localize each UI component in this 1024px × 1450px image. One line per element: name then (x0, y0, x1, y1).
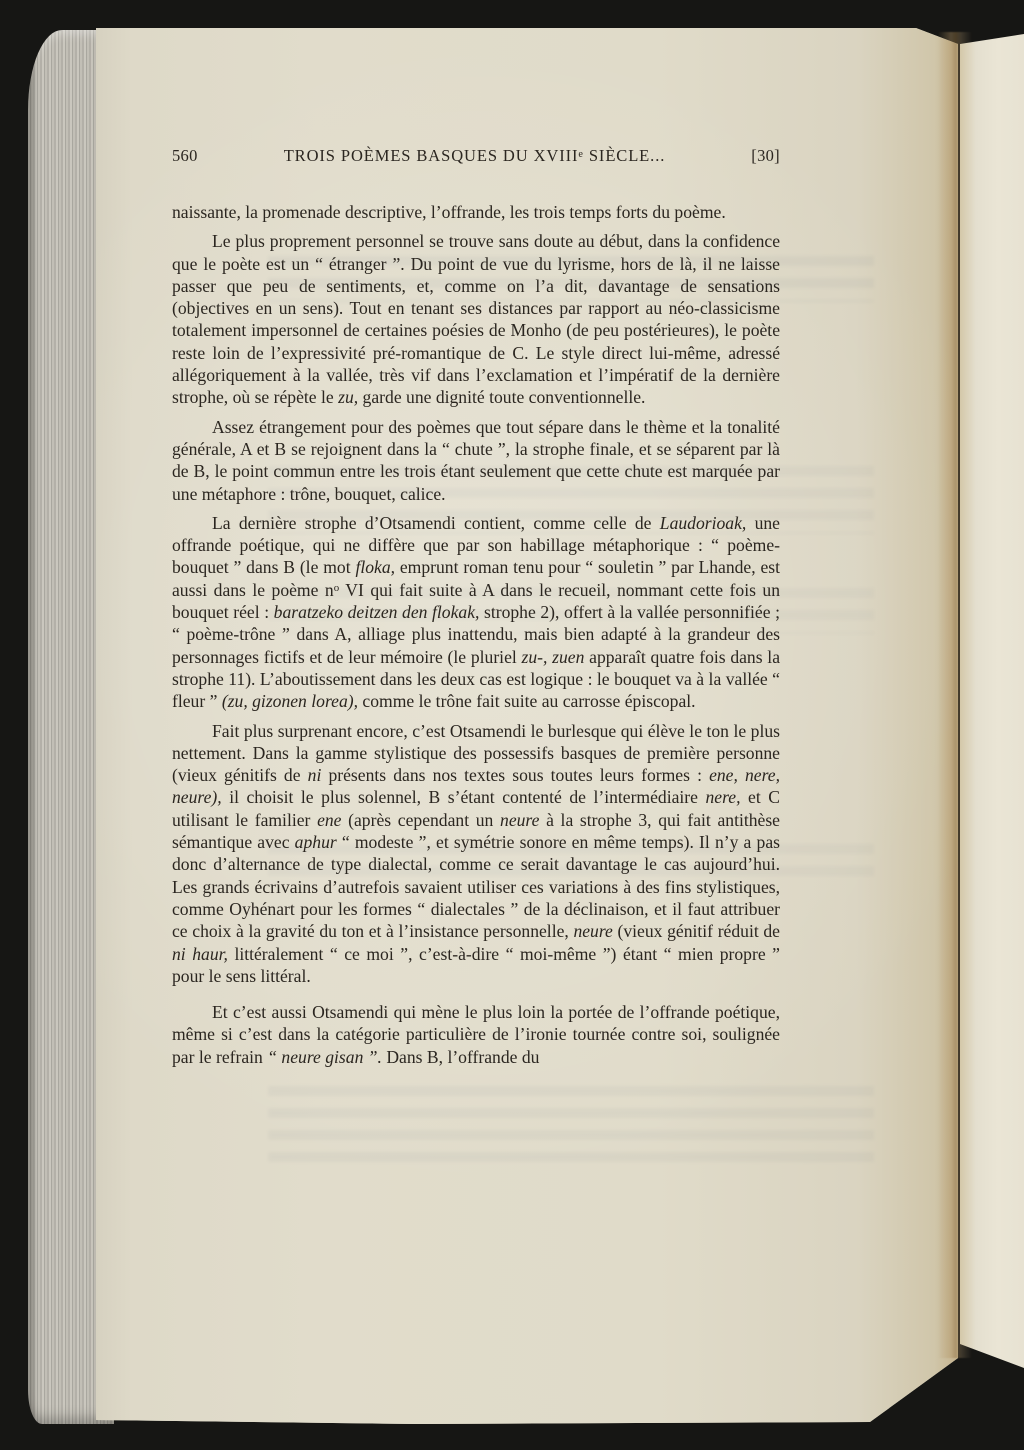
book-page-right-facing (960, 34, 1024, 1370)
body-paragraph: Et c’est aussi Otsamendi qui mène le plus loin la portée de l’offrande poétique, même si c’est dans la catégorie particulière de l’ironie tournée contre soi, soulignée par le refrain “ neure gisan ”. Dans B, l’offrande du (172, 1002, 780, 1067)
page-number: 560 (172, 146, 198, 165)
running-title: TROIS POÈMES BASQUES DU XVIIIe SIÈCLE... (283, 146, 666, 165)
body-paragraph: Assez étrangement pour des poèmes que tout sépare dans le thème et la tonalité générale, A et B se rejoignent dans la “ chute ”, la strophe finale, et se séparent par là de B, le point commun entre les trois étant seulement que cette chute est marquée par une métaphore : trône, bouquet, calice. (172, 416, 780, 504)
bracket-folio: [30] (751, 146, 780, 165)
body-paragraph: naissante, la promenade descriptive, l’offrande, les trois temps forts du poème. (172, 202, 726, 222)
page-content (172, 146, 780, 1068)
body-paragraph: Le plus proprement personnel se trouve sans doute au début, dans la confidence que le poète est un “ étranger ”. Du point de vue du lyrisme, hors de là, il ne laisse passer que peu de sentiments, et, comme on l’a dit, davantage de sensations (objectives en un sens). Tout en tenant ses distances par rapport au néo-classicisme totalement impersonnel de certaines poésies de Monho (de peu postérieures), le poète reste loin de l’expressivité pré-romantique de C. Le style direct lui-même, adressé allégoriquement à la vallée, très vif dans l’exclamation et l’impératif de la dernière strophe, où se répète le zu, garde une dignité toute conventionnelle. (172, 231, 780, 408)
body-paragraph: Fait plus surprenant encore, c’est Otsamendi le burlesque qui élève le ton le plus nettement. Dans la gamme stylistique des possessifs basques de première personne (vieux génitifs de ni présents dans nos textes sous toutes leurs formes : ene, nere, neure), il choisit le plus solennel, B s’étant contenté de l’intermédiaire nere, et C utilisant le familier ene (après cependant un neure à la strophe 3, qui fait antithèse sémantique avec aphur “ modeste ”, et symétrie sonore en même temps). Il n’y a pas donc d’alternance de type dialectal, comme ce serait davantage le cas aujourd’hui. Les grands écrivains d’autrefois savaient utiliser ces variations à des fins stylistiques, comme Oyhénart pour les formes “ dialectales ” de la déclinaison, et il faut attribuer ce choix à la gravité du ton et à l’insistance personnelle, neure (vieux génitif réduit de ni haur, littéralement “ ce moi ”, c’est-à-dire “ moi-même ”) étant “ mien propre ” pour le sens littéral. (172, 720, 780, 986)
ghost-text-showthrough (268, 1086, 874, 1174)
body-paragraph: La dernière strophe d’Otsamendi contient, comme celle de Laudorioak, une offrande poétique, qui ne diffère que par son habillage métaphorique : “ poème-bouquet ” dans B (le mot floka, emprunt roman tenu pour “ souletin ” par Lhande, est aussi dans le poème $n^o$ VI qui fait suite à A dans le recueil, nommant cette fois un bouquet réel : baratzeko deitzen den flokak, strophe 2), offert à la vallée personnifiée ; “ poème-trône ” dans A, alliage plus inattendu, mais bien adapté à la grandeur des personnages fictifs et de leur mémoire (le pluriel zu-, zuen apparaît quatre fois dans la strophe 11). L’aboutissement dans les deux cas est logique : le bouquet va à la vallée “ fleur ” (zu, gizonen lorea), comme le trône fait suite au carrosse épiscopal. (172, 512, 781, 712)
running-header (172, 146, 780, 166)
body-text-block (172, 201, 780, 1068)
